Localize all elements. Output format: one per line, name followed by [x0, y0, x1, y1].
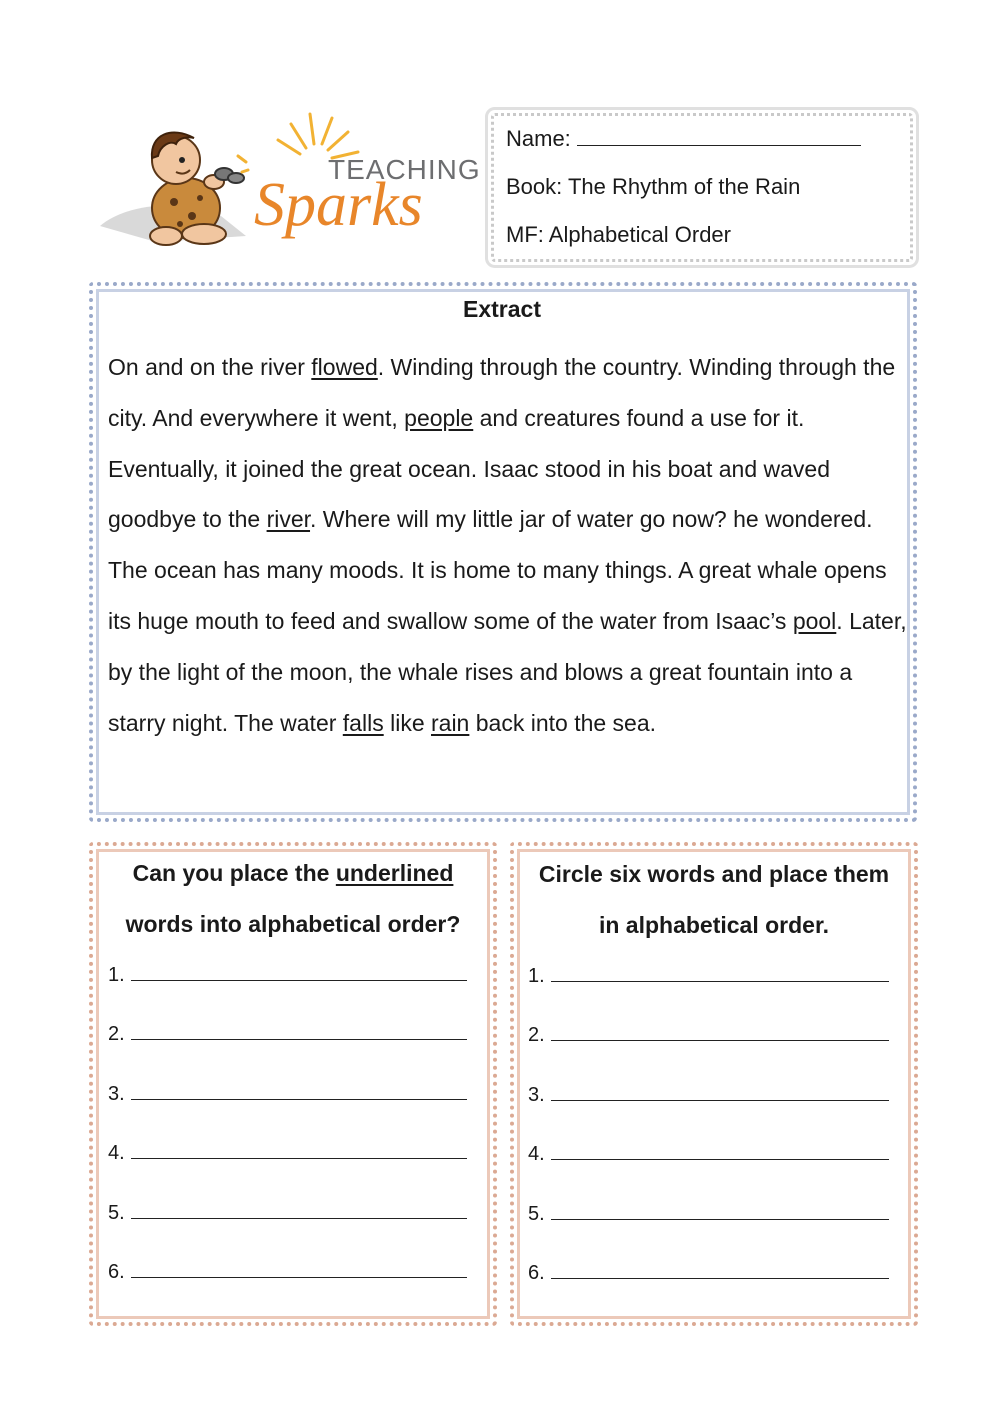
answer-number: 4.: [528, 1143, 545, 1166]
answer-number: 1.: [108, 964, 125, 986]
extract-paragraph: [108, 342, 908, 748]
left-answer-row: [108, 1081, 467, 1106]
underlined-word: falls: [342, 709, 384, 736]
underlined-word: people: [404, 404, 474, 431]
right-answer-row: [528, 1082, 889, 1107]
left-task-heading: Can you place the underlined words into alphabetical order?: [125, 860, 461, 937]
answer-number: 2.: [528, 1024, 545, 1047]
answer-blank-line[interactable]: [131, 1259, 467, 1278]
answer-blank-line[interactable]: [131, 1081, 467, 1100]
name-blank-line[interactable]: [577, 127, 861, 146]
answer-number: 3.: [528, 1083, 545, 1106]
extract-text-segment: and creatures found a use for it. Eventually, it joined the great ocean. Isaac stood in his boat and waved goodbye to the: [108, 404, 830, 533]
answer-blank-line[interactable]: [551, 1022, 889, 1041]
underlined-word: rain: [431, 709, 470, 736]
left-answer-row: [108, 1140, 467, 1165]
logo-sparks-text: Sparks: [254, 171, 423, 239]
answer-blank-line[interactable]: [551, 1201, 889, 1220]
left-answer-row: [108, 962, 467, 987]
answer-number: 5.: [108, 1201, 125, 1224]
answer-blank-line[interactable]: [131, 1200, 467, 1219]
extract-text-segment: On and on the river: [108, 354, 312, 380]
teaching-sparks-logo: [96, 108, 481, 258]
extract-text-segment: . Later, by the light of the moon, the whale rises and blows a great fountain into a starry night. The water: [108, 607, 907, 736]
answer-number: 6.: [528, 1262, 545, 1284]
answer-blank-line[interactable]: [131, 1140, 467, 1159]
answer-number: 6.: [108, 1261, 125, 1283]
right-task-heading: Circle six words and place them in alphabetical order.: [538, 861, 890, 938]
left-answer-row: [108, 1200, 467, 1225]
logo-teaching-text: TEACHING: [328, 154, 481, 185]
answer-blank-line[interactable]: [131, 962, 467, 981]
answer-number: 4.: [108, 1142, 125, 1165]
underlined-word: pool: [792, 607, 837, 634]
right-answer-row: [528, 963, 889, 988]
underlined-word: river: [266, 506, 311, 533]
left-answer-row: [108, 1021, 467, 1046]
extract-title: Extract: [463, 296, 541, 322]
answer-blank-line[interactable]: [551, 963, 889, 982]
answer-number: 2.: [108, 1023, 125, 1046]
answer-number: 1.: [528, 965, 545, 987]
focus-skill: MF: Alphabetical Order: [506, 222, 731, 247]
underlined-word: flowed: [311, 354, 378, 380]
answer-blank-line[interactable]: [551, 1141, 889, 1160]
answer-number: 3.: [108, 1082, 125, 1105]
extract-text-segment: back into the sea.: [469, 709, 657, 736]
extract-text-segment: . Where will my little jar of water go now? he wondered. The ocean has many moods. It is home to many things. A great whale opens its huge mouth to feed and swallow some of the water from Isaac’s: [108, 506, 887, 634]
right-answer-row: [528, 1260, 889, 1285]
answer-blank-line[interactable]: [131, 1021, 467, 1040]
answer-number: 5.: [528, 1202, 545, 1225]
name-label: Name:: [506, 126, 861, 152]
right-answer-row: [528, 1201, 889, 1226]
left-answer-row: [108, 1259, 467, 1284]
answer-blank-line[interactable]: [551, 1260, 889, 1279]
answer-blank-line[interactable]: [551, 1082, 889, 1101]
right-answer-row: [528, 1022, 889, 1047]
book-title: Book: The Rhythm of the Rain: [506, 174, 801, 199]
right-answer-row: [528, 1141, 889, 1166]
extract-text-segment: like: [383, 709, 431, 736]
extract-text-segment: . Winding through the country. Winding through the city. And everywhere it went,: [108, 354, 896, 431]
